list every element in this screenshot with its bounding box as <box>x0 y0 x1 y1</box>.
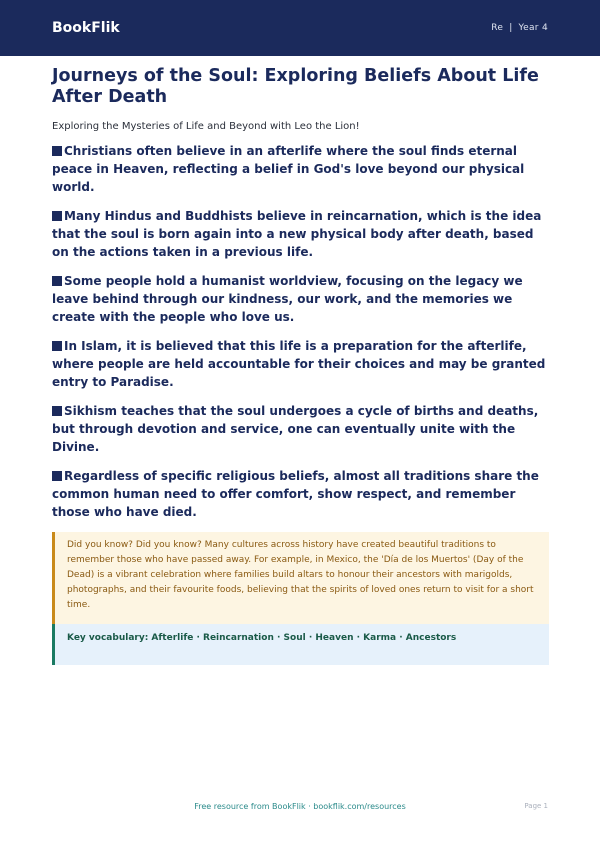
brand-logo[interactable]: BookFlik <box>52 20 120 36</box>
square-bullet-icon <box>52 341 62 351</box>
belief-point <box>52 337 549 391</box>
belief-point-text: Sikhism teaches that the soul undergoes a cycle of births and deaths, but through devotion and service, one can eventually unite with the Divine. <box>52 404 539 454</box>
page-title: Journeys of the Soul: Exploring Beliefs About Life After Death <box>52 66 539 107</box>
belief-point-text: In Islam, it is believed that this life is a preparation for the afterlife, where people are held accountable for their choices and may be granted entry to Paradise. <box>52 339 546 389</box>
belief-point-text: Many Hindus and Buddhists believe in reincarnation, which is the idea that the soul is born again into a new physical body after death, based on the actions taken in a previous life. <box>52 209 542 259</box>
top-bar <box>0 0 600 56</box>
footer-resource-link[interactable]: Free resource from BookFlik · bookflik.com/resources <box>194 802 406 811</box>
belief-point <box>52 272 549 326</box>
did-you-know-box: Did you know? Did you know? Many cultures across history have created beautiful traditions to remember those who have passed away. For example, in Mexico, the 'Día de los Muertos' (Day of the Dead) is a vibrant celebration where families build altars to honour their ancestors with marigolds, photographs, and their favourite foods, believing that the spirits of loved ones return to visit for a short time. <box>52 532 549 624</box>
meta-separator: | <box>509 23 513 33</box>
square-bullet-icon <box>52 471 62 481</box>
square-bullet-icon <box>52 211 62 221</box>
key-vocabulary-box: Key vocabulary: Afterlife · Reincarnation · Soul · Heaven · Karma · Ancestors <box>52 624 549 665</box>
belief-point-text: Regardless of specific religious beliefs, almost all traditions share the common human need to offer comfort, show respect, and remember those who have died. <box>52 469 539 519</box>
main-content <box>52 66 549 665</box>
square-bullet-icon <box>52 146 62 156</box>
page-subtitle: Exploring the Mysteries of Life and Beyond with Leo the Lion! <box>52 121 360 132</box>
belief-point-text: Some people hold a humanist worldview, focusing on the legacy we leave behind through our kindness, our work, and the memories we create with the people who love us. <box>52 274 523 324</box>
belief-points <box>52 142 549 521</box>
subject-label: Re <box>491 23 504 33</box>
belief-point <box>52 142 549 196</box>
belief-point <box>52 467 549 521</box>
belief-point <box>52 207 549 261</box>
year-label: Year 4 <box>518 23 548 33</box>
square-bullet-icon <box>52 276 62 286</box>
belief-point <box>52 402 549 456</box>
header-meta <box>491 23 548 33</box>
belief-point-text: Christians often believe in an afterlife where the soul finds eternal peace in Heaven, reflecting a belief in God's love beyond our physical world. <box>52 144 525 194</box>
square-bullet-icon <box>52 406 62 416</box>
page-number: Page 1 <box>524 802 548 810</box>
